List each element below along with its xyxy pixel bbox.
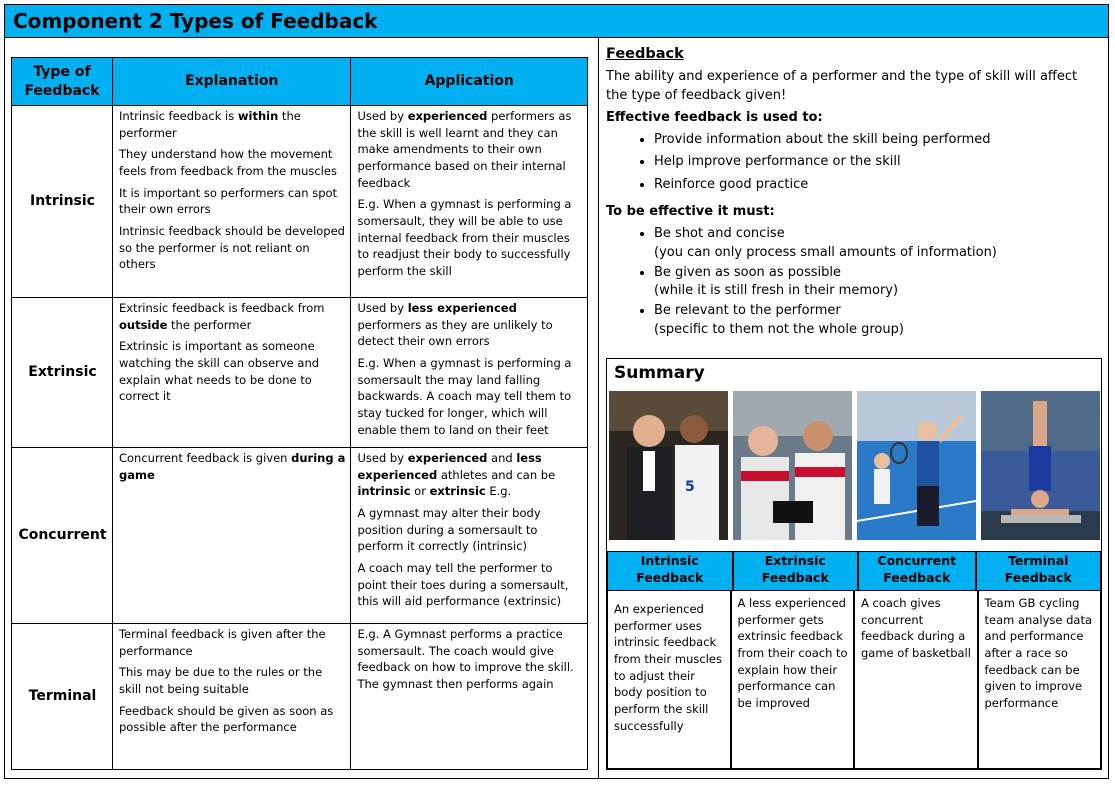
photo-tennis-coach <box>857 391 976 540</box>
column-divider <box>598 38 599 779</box>
title-bar <box>4 4 1109 38</box>
application-line: Used by experienced performers as the skill is well learnt and they can make amendments to their own performance based on their internal feedback <box>357 109 572 190</box>
table-header-row <box>12 58 588 106</box>
table-row-terminal <box>12 624 588 770</box>
application-cell <box>351 448 588 624</box>
summary-text-intrinsic: An experienced performer uses intrinsic feedback from their muscles to adjust their body position to perform the skill successfully <box>607 591 731 769</box>
explanation-cell <box>112 448 351 624</box>
svg-text:5: 5 <box>685 479 695 495</box>
summary-heading-extrinsic: Extrinsic Feedback <box>733 551 859 591</box>
must-note: (while it is still fresh in their memory) <box>654 283 899 299</box>
summary-title: Summary <box>614 363 705 383</box>
summary-text-extrinsic: A less experienced performer gets extrinsic feedback from their coach to explain how their performance can be improved <box>731 591 855 769</box>
explanation-line: Extrinsic feedback is feedback from outside the performer <box>118 301 325 332</box>
must-list <box>606 225 1102 340</box>
explanation-line: Intrinsic feedback is within the performer <box>118 109 301 140</box>
application-line: E.g. When a gymnast is performing a somersault the may land falling backwards. A coach may tell them to stay tucked for longer, which will enable them to land on their feet <box>357 356 572 437</box>
photo-basketball-coach <box>609 391 728 540</box>
application-line: Used by less experienced performers as they are unlikely to detect their own errors <box>357 301 553 349</box>
explanation-line: This may be due to the rules or the skill not being suitable <box>118 665 323 697</box>
explanation-line: Feedback should be given as soon as possible after the performance <box>118 703 334 735</box>
list-item: • Reinforce good practice <box>654 176 1102 195</box>
must-heading: To be effective it must: <box>606 204 775 220</box>
application-line: E.g. When a gymnast is performing a somersault, they will be able to use internal feedback from their muscles to readjust their body to successfully perform the skill <box>357 197 572 279</box>
type-cell: Concurrent <box>12 448 113 624</box>
photo-extrinsic-coaches <box>733 391 852 540</box>
summary-heading-concurrent: Concurrent Feedback <box>858 551 976 591</box>
photo-gymnast <box>981 391 1100 540</box>
explanation-line: Concurrent feedback is given during a game <box>118 451 346 482</box>
header-type: Type of Feedback <box>12 58 113 106</box>
application-cell <box>351 624 588 770</box>
summary-photos <box>608 391 1100 540</box>
list-item <box>654 302 1102 340</box>
feedback-section <box>606 44 1102 341</box>
explanation-cell <box>112 624 351 770</box>
must-note: (you can only process small amounts of information) <box>654 244 997 260</box>
must-note: (specific to them not the whole group) <box>654 322 904 338</box>
page-title: Component 2 Types of Feedback <box>13 9 378 33</box>
application-line: A coach may tell the performer to point their toes during a somersault, this will aid performance (extrinsic) <box>357 561 569 609</box>
explanation-line: Intrinsic feedback should be developed so the performer is not reliant on others <box>118 224 345 272</box>
feedback-heading: Feedback <box>606 46 684 62</box>
summary-box <box>606 358 1102 770</box>
explanation-line: Terminal feedback is given after the performance <box>118 627 326 658</box>
must-main: Be relevant to the performer <box>654 303 841 319</box>
list-item: • Help improve performance or the skill <box>654 153 1102 172</box>
explanation-line: They understand how the movement feels from feedback from the muscles <box>118 147 337 179</box>
summary-text-terminal: Team GB cycling team analyse data and performance after a race so feedback can be given to improve performance <box>978 591 1102 769</box>
summary-text-concurrent: A coach gives concurrent feedback during a game of basketball <box>854 591 978 769</box>
used-heading: Effective feedback is used to: <box>606 109 823 125</box>
feedback-types-table <box>11 57 588 770</box>
type-cell: Intrinsic <box>12 106 113 298</box>
summary-heading-terminal: Terminal Feedback <box>976 551 1102 591</box>
application-line: A gymnast may alter their body position during a somersault to perform it correctly (intrinsic) <box>357 506 541 554</box>
application-cell <box>351 106 588 298</box>
list-item <box>654 264 1102 302</box>
table-row-concurrent <box>12 448 588 624</box>
summary-headings <box>607 551 1101 591</box>
application-line: Used by experienced and less experienced athletes and can be intrinsic or extrinsic E.g. <box>357 451 556 499</box>
application-cell <box>351 298 588 448</box>
used-list <box>606 131 1102 196</box>
type-cell: Terminal <box>12 624 113 770</box>
list-item <box>654 225 1102 263</box>
feedback-intro: The ability and experience of a performer and the type of skill will affect the type of feedback given! <box>606 69 1078 103</box>
header-application: Application <box>351 58 588 106</box>
table-row-extrinsic <box>12 298 588 448</box>
type-cell: Extrinsic <box>12 298 113 448</box>
explanation-line: Extrinsic is important as someone watching the skill can observe and explain what needs to be done to correct it <box>118 339 320 404</box>
explanation-cell <box>112 106 351 298</box>
table-row-intrinsic <box>12 106 588 298</box>
summary-descriptions <box>607 591 1101 769</box>
must-main: Be given as soon as possible <box>654 264 841 280</box>
header-explanation: Explanation <box>112 58 351 106</box>
application-line: E.g. A Gymnast performs a practice somersault. The coach would give feedback on how to improve the skill. The gymnast then performs again <box>357 627 574 692</box>
summary-heading-intrinsic: Intrinsic Feedback <box>607 551 733 591</box>
must-main: Be shot and concise <box>654 225 785 241</box>
explanation-cell <box>112 298 351 448</box>
explanation-line: It is important so performers can spot their own errors <box>118 185 338 217</box>
list-item: • Provide information about the skill being performed <box>654 131 1102 150</box>
